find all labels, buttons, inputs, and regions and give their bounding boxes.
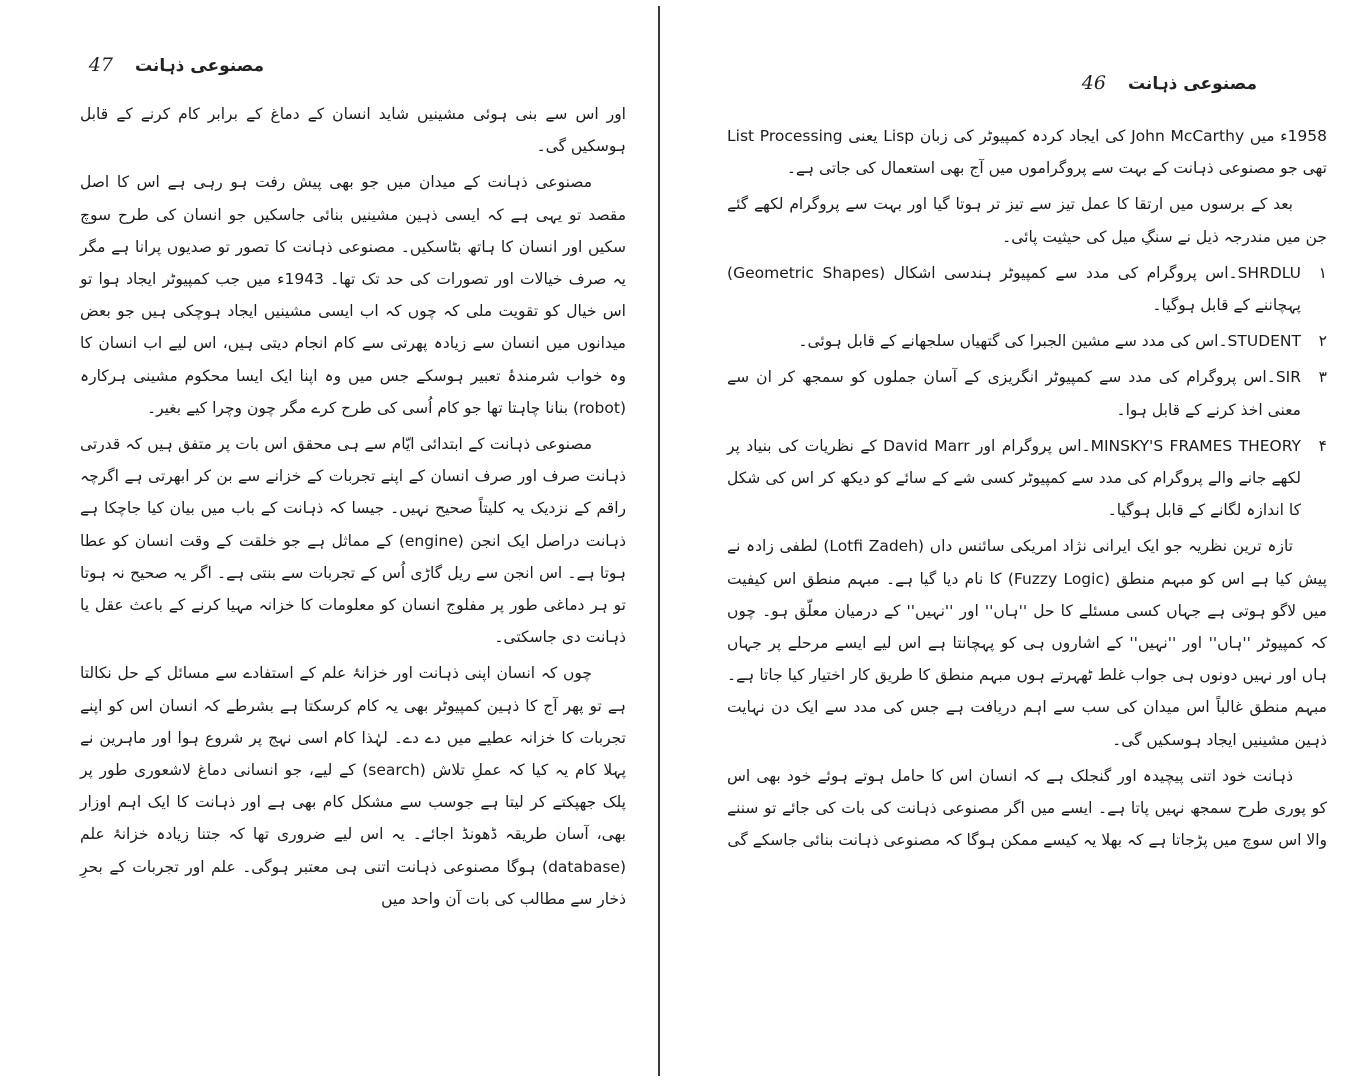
left-page-body (80, 98, 626, 915)
right-page (662, 0, 1357, 1080)
left-paragraph-2: مصنوعی ذہانت کے میدان میں جو بھی پیش رفت ہو رہی ہے اس کا اصل مقصد تو یہی ہے کہ ایسی ذہین مشینیں بنائی جاسکیں جو انسان کی طرح سوچ سکیں اور انسان کا ہاتھ بٹاسکیں۔ مصنوعی ذہانت کا تصور تو صدیوں پرانا ہے مگر یہ صرف خیالات اور تصورات کی حد تک تھا۔ 1943ء میں جب کمپیوٹر ایجاد ہوا تو اس خیال کو تقویت ملی کہ چوں کہ اب ایسی مشینیں ایجاد ہوچکی ہیں جو بعض میدانوں میں انسان سے زیادہ پھرتی سے کام انجام دیتی ہیں، اس لیے اب انسان کا وہ خواب شرمندۂ تعبیر ہوسکے جس میں وہ اپنا ایک ایسا محکوم مشینی ہرکارہ (robot) بنانا چاہتا تھا جو کام اُسی کی طرح کرے مگر چون وچرا کیے بغیر۔ (80, 173, 626, 417)
program-list-item (727, 361, 1327, 425)
list-item-text: SIR۔اس پروگرام کی مدد سے کمپیوٹر انگریزی کے آسان جملوں کو سمجھ کر ان سے معنی اخذ کرنے کے قابل ہوا۔ (727, 368, 1301, 419)
list-item-text: MINSKY'S FRAMES THEORY۔اس پروگرام اور David Marr کے نظریات کی بنیاد پر لکھے جانے والے پروگرام کی مدد سے کمپیوٹر کسی شے کے سائے کو دیکھ کر اس کی شکل کا اندازہ لگانے کے قابل ہوگیا۔ (727, 436, 1301, 520)
right-closing-paragraph-2: ذہانت خود اتنی پیچیدہ اور گنجلک ہے کہ انسان اس کا حامل ہوتے ہوئے خود بھی اس کو پوری طرح سمجھ نہیں پاتا ہے۔ ایسے میں اگر مصنوعی ذہانت کی بات کی جائے تو سننے والا اس سوچ میں پڑجاتا ہے کہ بھلا یہ کیسے ممکن ہوگا کہ مصنوعی ذہانت بنائی جاسکے گی (727, 766, 1327, 850)
right-page-header (1082, 72, 1257, 94)
list-item-number: ۴ (1318, 436, 1327, 455)
page-gutter (658, 6, 660, 1076)
list-item-number: ۱ (1318, 263, 1327, 282)
list-item-number: ۲ (1318, 332, 1327, 351)
list-item-text: STUDENT۔اس کی مدد سے مشین الجبرا کی گتھیاں سلجھانے کے قابل ہوئی۔ (798, 332, 1301, 351)
left-paragraph-1: اور اس سے بنی ہوئی مشینیں شاید انسان کے دماغ کے برابر کام کرنے کے قابل ہوسکیں گی۔ (80, 105, 626, 156)
left-page-header (89, 54, 264, 76)
left-paragraph-4: چوں کہ انسان اپنی ذہانت اور خزانۂ علم کے استفادے سے مسائل کے حل نکالتا ہے تو پھر آج کا ذہین کمپیوٹر بھی یہ کام کرسکتا ہے بشرطے کہ انسان اس کو اپنے تجربات کا خزانہ عطیے میں دے دے۔ لہٰذا کام اسی نہج پر شروع ہوا اور ماہرین نے پہلا کام یہ کیا کہ عملِ تلاش (search) کے لیے، جو انسانی دماغ لاشعوری طور پر پلک جھپکتے کر لیتا ہے جوسب سے مشکل کام بھی ہے اور ذہانت کا ایک اہم اوزار بھی، آسان طریقہ ڈھونڈ اجائے۔ یہ اس لیے ضروری تھا کہ جتنا زیادہ خزانۂ علم (database) ہوگا مصنوعی ذہانت اتنی ہی معتبر ہوگی۔ علم اور تجربات کے بحرِ ذخار سے مطالب کی بات آن واحد میں (80, 664, 627, 908)
program-list-item (727, 325, 1327, 357)
right-page-title: مصنوعی ذہانت (1127, 74, 1257, 94)
left-paragraph-3: مصنوعی ذہانت کے ابتدائی ایّام سے ہی محقق اس بات پر متفق ہیں کہ قدرتی ذہانت صرف اور صرف انسان کے اپنے تجربات کے خزانے سے بن کر ابھرتی ہے اگرچہ راقم کے نزدیک یہ کلیتاً صحیح نہیں۔ جیسا کہ ذہانت کے باب میں بیان کیا جاچکا ہے ذہانت دراصل ایک انجن (engine) کے مماثل ہے جو خلقت کے وقت انسان کو عطا ہوتا ہے۔ اس انجن سے ریل گاڑی اُس کے تجربات سے بنتی ہے۔ اگر یہ صحیح نہ ہوتا تو ہر دماغی طور پر مفلوج انسان کو معلومات کا خزانہ مہیا کرنے کے باعث عقل یا ذہانت دی جاسکتی۔ (80, 435, 627, 647)
program-list-item (727, 257, 1327, 321)
list-item-number: ۳ (1318, 368, 1327, 387)
left-page-number: 47 (88, 54, 113, 76)
right-intro-paragraph-2: بعد کے برسوں میں ارتقا کا عمل تیز سے تیز تر ہوتا گیا اور بہت سے پروگرام لکھے گئے جن میں مندرجہ ذیل نے سنگِ میل کی حیثیت پائی۔ (727, 195, 1327, 246)
right-page-body (727, 120, 1327, 856)
left-page (0, 0, 656, 1080)
left-page-title: مصنوعی ذہانت (134, 56, 264, 76)
right-closing-paragraph-1: تازہ ترین نظریہ جو ایک ایرانی نژاد امریکی سائنس داں (Lotfi Zadeh) لطفی زادہ نے پیش کیا ہے اس کو مبہم منطق (Fuzzy Logic) کا نام دیا گیا ہے۔ مبہم منطق اس کیفیت میں لاگو ہوتی ہے جہاں کسی مسئلے کا حل ''ہاں'' اور ''نہیں'' کے درمیان معلّق ہو۔ چوں کہ کمپیوٹر ''ہاں'' اور ''نہیں'' کے اشاروں ہی کو پہچانتا ہے اس لیے ایسے مرحلے پر جہاں ہاں اور نہیں دونوں ہی جواب غلط ٹھہرتے ہوں مبہم منطق کا طریق کار اختیار کیا جاتا ہے۔ مبہم منطق غالباً اس میدان کی سب سے اہم دریافت ہے جس کی مدد سے ایک دن نہایت ذہین مشینیں ایجاد ہوسکیں گی۔ (727, 537, 1327, 749)
list-item-text: SHRDLU۔اس پروگرام کی مدد سے کمپیوٹر ہندسی اشکال (Geometric Shapes) پہچاننے کے قابل ہوگیا۔ (727, 263, 1302, 315)
right-intro-paragraph-1: 1958ء میں John McCarthy کی ایجاد کردہ کمپیوٹر کی زبان Lisp یعنی List Processing تھی جو مصنوعی ذہانت کے بہت سے پروگراموں میں آج بھی استعمال کی جاتی ہے۔ (727, 127, 1328, 178)
program-list-item (727, 430, 1327, 527)
right-page-number: 46 (1081, 72, 1106, 94)
